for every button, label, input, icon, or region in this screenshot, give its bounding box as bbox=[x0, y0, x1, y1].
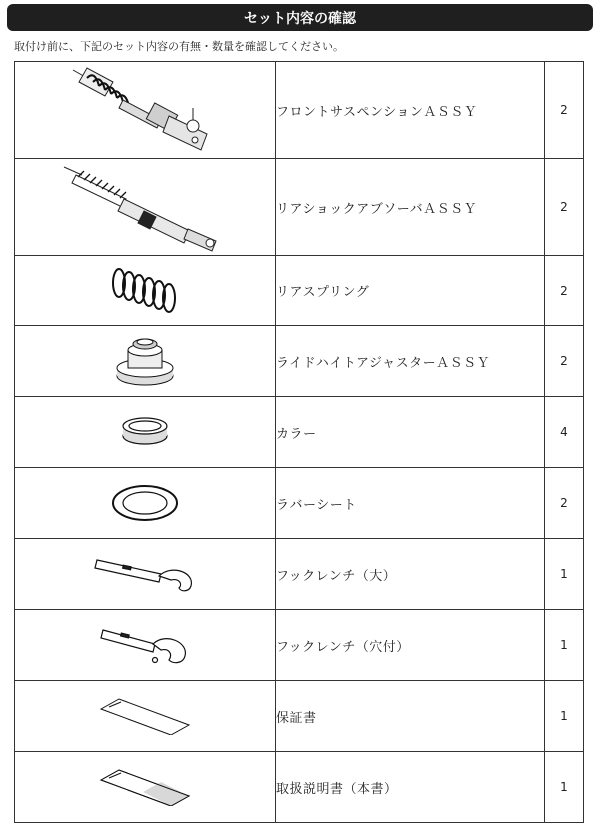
table-row bbox=[15, 62, 584, 159]
item-image-cell bbox=[15, 610, 276, 681]
item-quantity: 2 bbox=[545, 62, 584, 159]
item-quantity: 1 bbox=[545, 610, 584, 681]
item-quantity: 1 bbox=[545, 539, 584, 610]
item-quantity: 2 bbox=[545, 159, 584, 256]
item-name: リアスプリング bbox=[276, 256, 545, 326]
parts-table bbox=[14, 61, 584, 823]
rubber-seat-icon bbox=[109, 482, 181, 524]
item-image-cell bbox=[15, 62, 276, 159]
item-name: フロントサスペンションＡＳＳＹ bbox=[276, 62, 545, 159]
table-row bbox=[15, 326, 584, 397]
item-image-cell bbox=[15, 539, 276, 610]
item-quantity: 1 bbox=[545, 752, 584, 823]
collar-icon bbox=[117, 414, 173, 450]
table-row bbox=[15, 256, 584, 326]
warranty-card-icon bbox=[99, 697, 191, 735]
rear-shock-absorber-icon bbox=[60, 161, 230, 253]
rear-spring-icon bbox=[107, 265, 183, 317]
instruction-manual-icon bbox=[99, 768, 191, 806]
item-image-cell bbox=[15, 256, 276, 326]
item-quantity: 2 bbox=[545, 468, 584, 539]
table-row bbox=[15, 159, 584, 256]
table-row bbox=[15, 397, 584, 468]
table-row bbox=[15, 752, 584, 823]
item-quantity: 2 bbox=[545, 326, 584, 397]
item-image-cell bbox=[15, 468, 276, 539]
item-image-cell bbox=[15, 397, 276, 468]
front-suspension-icon bbox=[65, 64, 225, 156]
item-name: ライドハイトアジャスターＡＳＳＹ bbox=[276, 326, 545, 397]
item-name: ラバーシート bbox=[276, 468, 545, 539]
table-row bbox=[15, 468, 584, 539]
item-image-cell bbox=[15, 326, 276, 397]
item-quantity: 2 bbox=[545, 256, 584, 326]
item-name: 保証書 bbox=[276, 681, 545, 752]
page-title: セット内容の確認 bbox=[7, 4, 593, 31]
hook-wrench-large-icon bbox=[93, 554, 197, 594]
item-quantity: 1 bbox=[545, 681, 584, 752]
item-name: フックレンチ（大） bbox=[276, 539, 545, 610]
item-quantity: 4 bbox=[545, 397, 584, 468]
ride-height-adjuster-icon bbox=[110, 332, 180, 390]
item-name: カラー bbox=[276, 397, 545, 468]
table-row bbox=[15, 539, 584, 610]
intro-text: 取付け前に、下記のセット内容の有無・数量を確認してください。 bbox=[14, 40, 344, 53]
table-row bbox=[15, 681, 584, 752]
item-name: フックレンチ（穴付） bbox=[276, 610, 545, 681]
item-name: 取扱説明書（本書） bbox=[276, 752, 545, 823]
item-image-cell bbox=[15, 752, 276, 823]
table-row bbox=[15, 610, 584, 681]
item-image-cell bbox=[15, 681, 276, 752]
hook-wrench-pin-icon bbox=[99, 622, 191, 668]
item-name: リアショックアブソーバＡＳＳＹ bbox=[276, 159, 545, 256]
item-image-cell bbox=[15, 159, 276, 256]
